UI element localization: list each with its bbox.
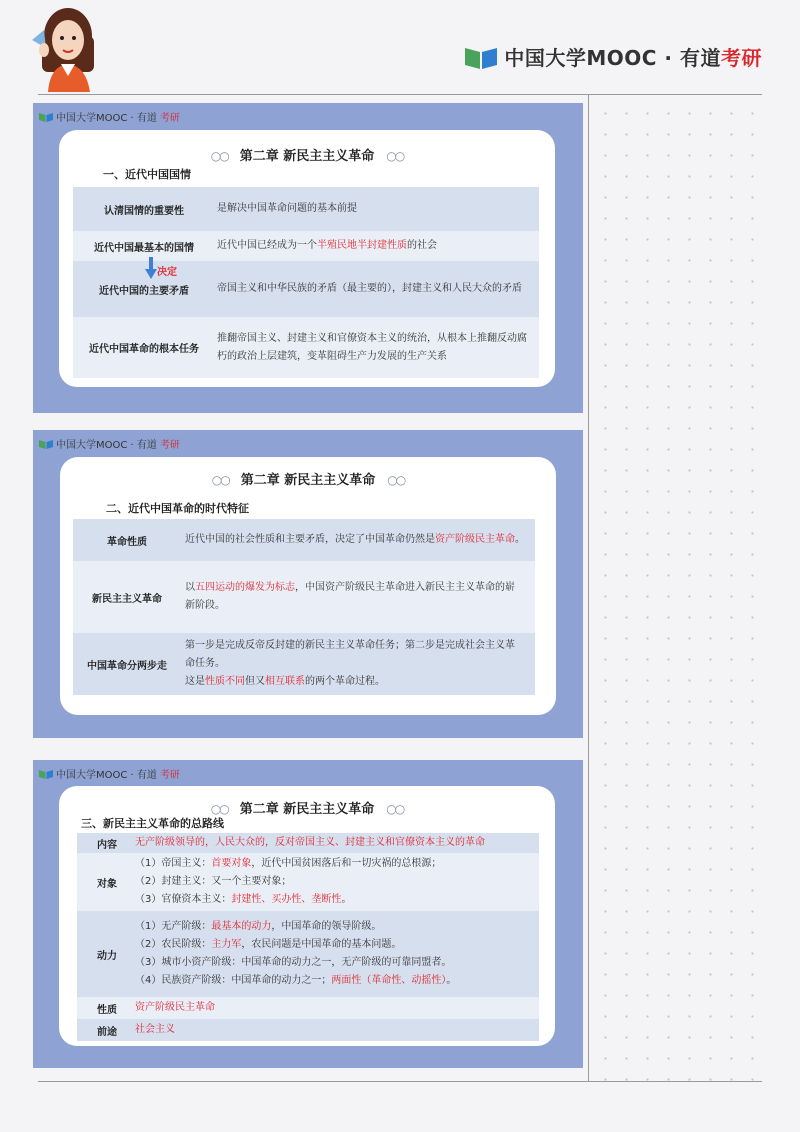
text-line: 推翻帝国主义、封建主义和官僚资本主义的统治，从根本上推翻反动腐	[217, 332, 527, 344]
text-line	[135, 1021, 539, 1039]
text-line	[217, 200, 539, 218]
down-arrow-icon	[145, 257, 157, 279]
mooc-book-icon	[39, 112, 53, 122]
decide-label: 决定	[157, 267, 177, 278]
text-segment: （4）民族资产阶级：中国革命的动力之一；	[135, 975, 332, 986]
row-label: 新民主主义革命	[92, 593, 162, 605]
text-line	[185, 579, 535, 597]
highlight-text: 资产阶级民主革命	[435, 534, 515, 545]
text-segment: 命任务。	[185, 658, 225, 669]
table-row	[73, 317, 539, 378]
text-segment: （3）城市小资产阶级：中国革命的动力之一，无产阶级的可靠同盟者。	[135, 957, 452, 968]
highlight-text: 资产阶级民主革命	[135, 1002, 215, 1013]
row-content	[135, 1019, 539, 1041]
text-line	[185, 655, 535, 673]
text-line	[135, 918, 539, 936]
highlight-text: 相互联系	[265, 676, 305, 687]
text-segment: 的两个革命过程。	[305, 676, 385, 687]
row-content	[217, 231, 539, 261]
table-row	[73, 187, 539, 231]
slide-title: ○○ 第二章 新民主主义革命 ○○	[211, 473, 405, 488]
row-content	[217, 261, 539, 317]
row-content	[217, 317, 539, 378]
text-segment: 第一步是完成反帝反封建的新民主主义革命任务；第二步是完成社会主义革	[185, 640, 515, 651]
slide-3-card	[59, 786, 555, 1046]
text-segment: ，中国资产阶级民主革命进入新民主主义革命的崭	[295, 582, 515, 593]
row-label: 性质	[97, 1004, 117, 1016]
table-row	[73, 561, 535, 633]
section-heading: 二、近代中国革命的时代特征	[106, 502, 249, 515]
table-row	[77, 1019, 539, 1041]
table-row	[73, 633, 535, 695]
text-segment: ，中国革命的领导阶级。	[271, 921, 382, 932]
text-segment: ，近代中国贫困落后和一切灾祸的总根源；	[251, 858, 442, 869]
text-line	[185, 637, 535, 655]
bottom-divider	[38, 1081, 762, 1082]
text-line	[135, 891, 539, 909]
highlight-text: 两面性（革命性、动摇性）	[331, 975, 447, 986]
table-row	[77, 997, 539, 1019]
highlight-text: 性质不同	[205, 676, 245, 687]
row-label: 革命性质	[107, 536, 147, 548]
text-segment: 以	[185, 582, 195, 593]
text-segment: （1）帝国主义：	[135, 858, 212, 869]
highlight-text: 首要对象	[211, 858, 252, 869]
row-content	[135, 911, 539, 997]
text-line	[185, 531, 535, 549]
text-segment: （1）无产阶级：	[135, 921, 212, 932]
highlight-text: 无产阶级领导的，人民大众的，反对帝国主义、封建主义和官僚资本主义的革命	[135, 837, 485, 848]
row-label: 内容	[97, 839, 117, 851]
slide-1-card	[59, 130, 555, 387]
mooc-book-icon	[39, 439, 53, 449]
text-line	[135, 936, 539, 954]
row-content	[217, 187, 539, 231]
avatar	[28, 0, 110, 92]
brand-text: 中国大学MOOC · 有道考研	[504, 46, 762, 70]
slide-title: ○○ 第二章 新民主主义革命 ○○	[210, 802, 404, 817]
general-line-table	[77, 833, 539, 1041]
text-segment: 是解决中国革命问题的基本前提	[217, 203, 357, 214]
brand-logo	[464, 42, 762, 71]
text-line	[217, 237, 539, 255]
row-content	[185, 633, 535, 695]
slide-logo: 中国大学MOOC · 有道 考研	[39, 766, 180, 781]
text-segment: 。	[446, 975, 457, 986]
text-line	[185, 597, 535, 615]
table-row	[77, 911, 539, 997]
highlight-text: 封建性、买办性、垄断性	[231, 894, 342, 905]
row-label: 对象	[97, 878, 117, 890]
row-label: 近代中国最基本的国情	[94, 242, 194, 254]
text-segment: （3）官僚资本主义：	[135, 894, 232, 905]
table-row	[73, 231, 539, 261]
text-line	[135, 999, 539, 1017]
text-segment: 新阶段。	[185, 600, 225, 611]
slide-1	[33, 103, 583, 413]
highlight-text: 半殖民地半封建性质	[317, 240, 407, 251]
row-content	[185, 519, 535, 561]
row-label: 认清国情的重要性	[104, 205, 184, 217]
text-line	[217, 280, 539, 298]
dot-grid-notes	[589, 95, 762, 1081]
highlight-text: 五四运动的爆发为标志	[195, 582, 295, 593]
national-condition-table	[73, 187, 539, 378]
text-segment: 这是	[185, 676, 205, 687]
row-label: 中国革命分两步走	[87, 660, 167, 672]
text-line	[185, 673, 535, 691]
section-heading: 一、近代中国国情	[103, 168, 191, 181]
text-line	[135, 972, 539, 990]
row-label: 近代中国革命的根本任务	[89, 344, 199, 355]
table-row	[73, 261, 539, 317]
highlight-text: 社会主义	[135, 1024, 175, 1035]
row-content	[135, 997, 539, 1019]
slide-logo: 中国大学MOOC · 有道 考研	[39, 109, 180, 124]
text-segment: 但又	[245, 676, 265, 687]
table-row	[77, 853, 539, 911]
text-segment: ，农民问题是中国革命的基本问题。	[241, 939, 402, 950]
text-segment: 近代中国已经成为一个	[217, 240, 317, 251]
row-label: 近代中国的主要矛盾	[99, 285, 189, 297]
text-line	[135, 873, 539, 891]
text-segment: 。	[341, 894, 352, 905]
slide-2	[33, 430, 583, 738]
text-line	[135, 834, 539, 852]
mooc-book-icon	[39, 769, 53, 779]
text-segment: 的社会	[407, 240, 437, 251]
mooc-book-icon	[464, 44, 498, 70]
text-segment: （2）农民阶级：	[135, 939, 212, 950]
text-segment: 帝国主义和中华民族的矛盾（最主要的），封建主义和人民大众的矛盾	[217, 283, 522, 294]
era-feature-table	[73, 519, 535, 695]
table-row	[77, 833, 539, 853]
row-label: 动力	[97, 950, 117, 962]
text-segment: 近代中国的社会性质和主要矛盾，决定了中国革命仍然是	[185, 534, 435, 545]
text-line: 朽的政治上层建筑，变革阻碍生产力发展的生产关系	[217, 350, 447, 362]
row-content	[185, 561, 535, 633]
slide-3	[33, 760, 583, 1068]
row-label: 前途	[97, 1026, 117, 1038]
slide-2-card	[60, 457, 556, 715]
table-row	[73, 519, 535, 561]
text-line	[135, 954, 539, 972]
highlight-text: 主力军	[211, 939, 242, 950]
row-content	[135, 853, 539, 911]
text-segment: 。	[515, 534, 525, 545]
row-content	[135, 833, 539, 853]
text-segment: （2）封建主义：又一个主要对象；	[135, 876, 292, 887]
slide-title: ○○ 第二章 新民主主义革命 ○○	[210, 149, 404, 164]
slide-logo: 中国大学MOOC · 有道 考研	[39, 436, 180, 451]
section-heading: 三、新民主主义革命的总路线	[81, 817, 224, 830]
highlight-text: 最基本的动力	[211, 921, 272, 932]
text-line	[135, 855, 539, 873]
